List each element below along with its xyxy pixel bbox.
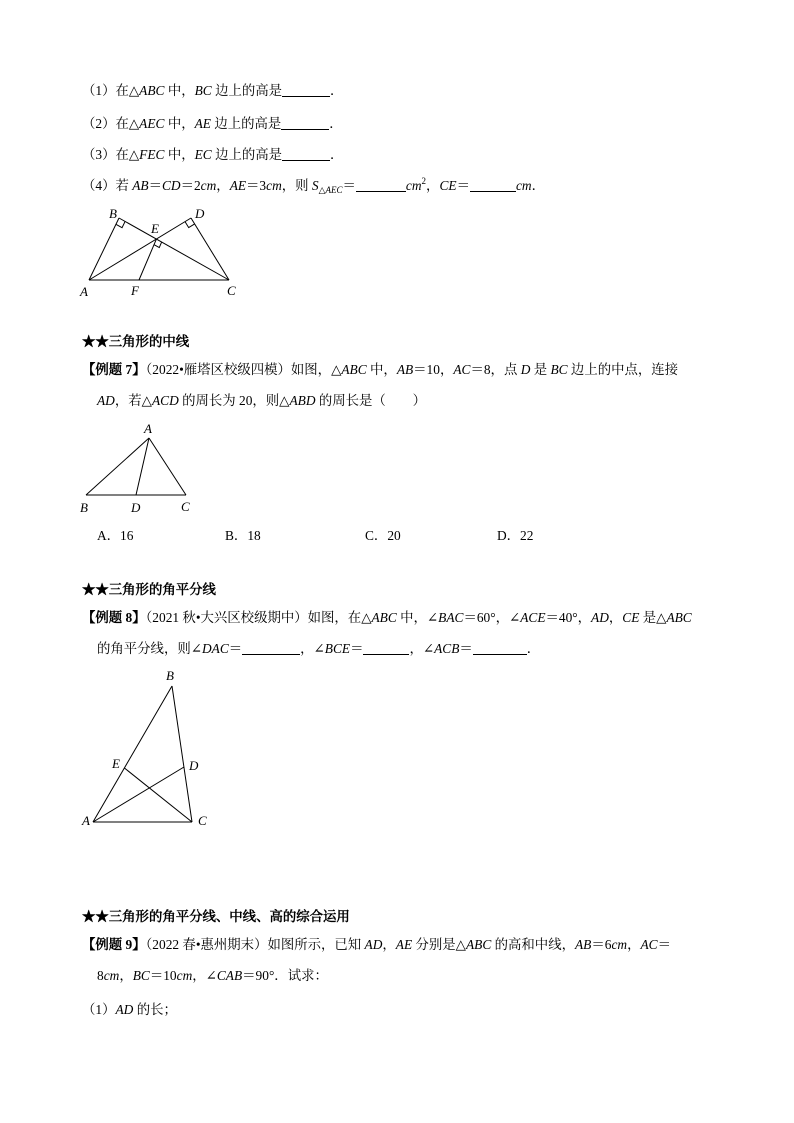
point-label-e: E	[151, 221, 159, 236]
answer-blank	[363, 642, 409, 655]
answer-blank	[282, 84, 330, 97]
answer-blank	[242, 642, 300, 655]
point-label-c: C	[227, 283, 236, 298]
answer-blank	[473, 642, 527, 655]
math-variable: BC	[194, 83, 212, 98]
point-label-d: D	[195, 206, 205, 221]
math-variable: ACD	[151, 393, 179, 408]
example-8-line-1	[82, 609, 692, 627]
math-variable: CE	[439, 178, 457, 193]
question-text: ，	[119, 968, 133, 983]
question-text: 边上的中点，连接	[567, 362, 679, 377]
math-variable: DAC	[201, 641, 229, 656]
math-variable: AD	[591, 610, 609, 625]
example-8-line-2	[97, 640, 540, 658]
example-7-line-1	[82, 361, 678, 379]
question-text: ，	[382, 937, 396, 952]
unit: cm	[405, 178, 422, 193]
math-variable: ABD	[289, 393, 316, 408]
math-variable: AE	[395, 937, 413, 952]
question-text: 是△	[639, 610, 667, 625]
question-text: ，	[608, 610, 623, 625]
math-variable: ABC	[666, 610, 692, 625]
segment-ce	[124, 768, 192, 822]
question-2	[82, 115, 343, 133]
point-label-c: C	[181, 499, 190, 514]
math-variable: BAC	[438, 610, 464, 625]
section-heading-median: ★★三角形的中线	[82, 334, 190, 349]
math-variable: CAB	[216, 968, 243, 983]
question-text: ＝10	[149, 968, 177, 983]
option-b: B．18	[225, 528, 261, 543]
math-variable: ACE	[520, 610, 546, 625]
math-variable: AEC	[139, 116, 165, 131]
math-variable: ABC	[371, 610, 397, 625]
unit: cm	[611, 937, 628, 952]
unit: cm	[266, 178, 282, 193]
question-text: 是	[530, 362, 551, 377]
example-tag: 【例题 9】	[82, 937, 146, 952]
question-text: ，∠	[192, 968, 217, 983]
point-label-b: B	[109, 206, 117, 221]
question-text: ＝	[657, 937, 671, 952]
point-label-a: A	[144, 421, 152, 436]
question-text: ＝	[342, 178, 356, 193]
math-variable: AC	[640, 937, 658, 952]
point-label-f: F	[131, 283, 139, 298]
point-label-e: E	[112, 756, 120, 771]
math-variable: CE	[622, 610, 640, 625]
example-7-line-2	[97, 392, 426, 410]
math-variable: ABC	[341, 362, 367, 377]
example-9-line-2	[97, 967, 328, 985]
math-variable: EC	[194, 147, 212, 162]
math-variable: ABC	[139, 83, 165, 98]
question-text: 中，	[164, 83, 195, 98]
figure-triangle-bisectors	[75, 665, 215, 835]
math-variable: AD	[115, 1002, 134, 1017]
point-label-d: D	[131, 500, 141, 515]
math-variable: FEC	[139, 147, 165, 162]
question-text: ＝	[228, 641, 243, 656]
question-text: ，∠	[300, 641, 325, 656]
answer-blank	[356, 179, 406, 192]
question-text: 的周长为 20，则△	[178, 393, 290, 408]
question-text: ，∠	[409, 641, 435, 656]
segment-fe	[139, 239, 156, 280]
example-tag: 【例题 8】	[82, 610, 146, 625]
figure-trapezoid-diagram	[70, 200, 250, 305]
segment-ad	[136, 438, 149, 495]
question-1	[82, 82, 343, 100]
unit-superscript: 2	[421, 176, 427, 186]
question-text: ＝8，点	[470, 362, 521, 377]
segment-dc	[191, 218, 229, 280]
answer-blank	[282, 148, 330, 161]
question-text: 中，∠	[396, 610, 439, 625]
question-text: ．	[526, 641, 541, 656]
math-variable: CD	[161, 178, 181, 193]
question-text: （3）在△	[82, 147, 140, 162]
unit: cm	[103, 968, 120, 983]
question-text: 分别是△	[412, 937, 466, 952]
example-9-line-1	[82, 936, 671, 954]
question-text: 的长；	[133, 1002, 177, 1017]
segment-ac	[149, 438, 186, 495]
math-variable: BC	[550, 362, 568, 377]
math-variable: D	[520, 362, 531, 377]
question-text: ，则	[281, 178, 312, 193]
point-label-b: B	[80, 500, 88, 515]
math-variable: AE	[194, 116, 211, 131]
question-text: ．	[330, 83, 344, 98]
question-text: ＝	[459, 641, 473, 656]
point-label-c: C	[198, 813, 207, 828]
question-3	[82, 146, 343, 164]
math-variable: AB	[132, 178, 149, 193]
question-text: 的周长是（ ）	[315, 393, 426, 408]
math-variable: ABC	[465, 937, 492, 952]
unit: cm	[200, 178, 217, 193]
question-text: ＝10，	[413, 362, 454, 377]
math-variable: BC	[132, 968, 150, 983]
math-variable: AE	[229, 178, 247, 193]
segment-ad	[93, 767, 184, 822]
math-variable: AD	[364, 937, 383, 952]
question-text: 8	[97, 968, 104, 983]
segment-bc	[172, 686, 192, 822]
question-text: ，若△	[114, 393, 152, 408]
question-text: ＝3	[246, 178, 267, 193]
point-label-a: A	[80, 284, 88, 299]
segment-ab	[86, 438, 149, 495]
question-text: ＝	[456, 178, 470, 193]
math-variable: BCE	[324, 641, 351, 656]
question-text: 中，	[164, 116, 195, 131]
question-text: ．	[531, 178, 545, 193]
unit: cm	[176, 968, 193, 983]
math-variable: AC	[453, 362, 471, 377]
section-heading-combined: ★★三角形的角平分线、中线、高的综合运用	[82, 909, 350, 924]
example-9-subquestion-1	[82, 1001, 177, 1019]
question-text: ＝90°．试求：	[242, 968, 328, 983]
point-label-a: A	[82, 813, 90, 828]
question-text: ，	[627, 937, 641, 952]
question-text: 边上的高是	[211, 147, 283, 162]
math-variable: AB	[396, 362, 414, 377]
question-4	[82, 177, 545, 195]
question-text: （1）	[82, 1002, 116, 1017]
question-text: （1）在△	[82, 83, 140, 98]
question-text: ＝2	[180, 178, 201, 193]
segment-bc	[119, 218, 229, 280]
option-d: D．22	[497, 528, 534, 543]
question-text: ＝6	[591, 937, 612, 952]
question-text: （2022 春•惠州期末）如图所示，已知	[145, 937, 365, 952]
point-label-d: D	[189, 758, 199, 773]
section-heading-bisector: ★★三角形的角平分线	[82, 582, 216, 597]
question-text: （2022•雁塔区校级四模）如图，△	[145, 362, 342, 377]
unit: cm	[515, 178, 532, 193]
question-text: 中，	[366, 362, 397, 377]
question-text: ．	[330, 147, 344, 162]
segment-ab	[93, 686, 172, 822]
question-text: 的高和中线，	[491, 937, 575, 952]
area-symbol: S	[311, 178, 319, 193]
question-text: ＝40°，	[545, 610, 592, 625]
figure-triangle-median	[75, 418, 200, 518]
question-text: 边上的高是	[211, 83, 283, 98]
answer-blank	[281, 117, 329, 130]
question-text: ＝	[148, 178, 162, 193]
option-c: C．20	[365, 528, 401, 543]
question-text: 边上的高是	[210, 116, 282, 131]
question-text: ＝60°，∠	[463, 610, 521, 625]
example-tag: 【例题 7】	[82, 362, 146, 377]
question-text: （4）若	[82, 178, 133, 193]
area-subscript: △AEC	[318, 185, 343, 195]
question-text: ＝	[350, 641, 364, 656]
math-variable: ACB	[434, 641, 460, 656]
answer-blank	[470, 179, 516, 192]
point-label-b: B	[166, 668, 174, 683]
question-text: ，	[426, 178, 440, 193]
question-text: 的角平分线，则∠	[97, 641, 202, 656]
question-text: 中，	[164, 147, 195, 162]
question-text: ．	[329, 116, 343, 131]
math-variable: AD	[97, 393, 115, 408]
math-variable: AB	[574, 937, 592, 952]
question-text: （2）在△	[82, 116, 140, 131]
question-text: ，	[216, 178, 230, 193]
option-a: A．16	[97, 528, 134, 543]
question-text: （2021 秋•大兴区校级期中）如图，在△	[145, 610, 372, 625]
